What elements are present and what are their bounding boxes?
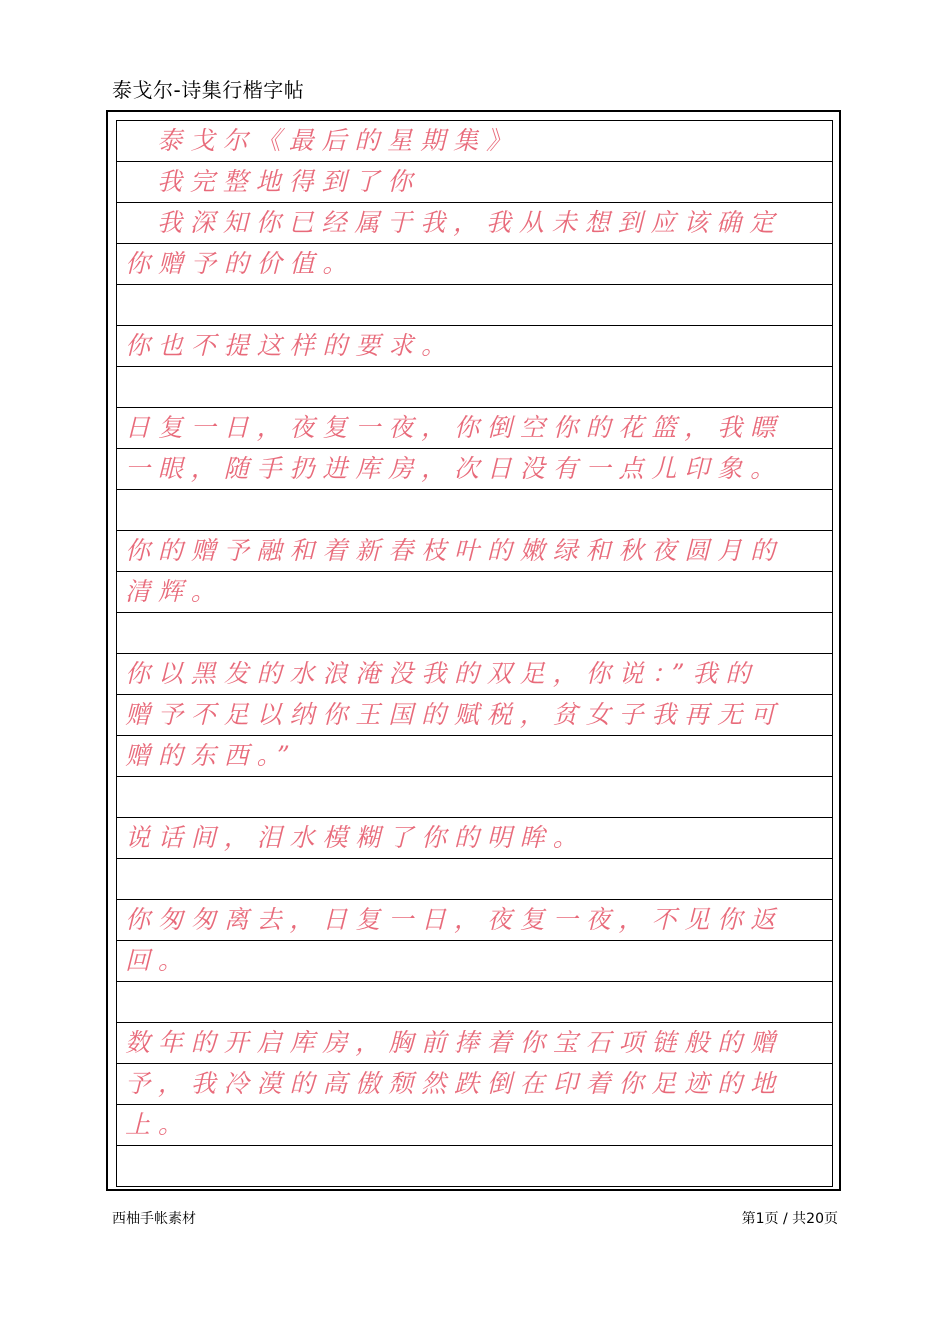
ruled-line xyxy=(117,818,832,859)
ruled-line xyxy=(117,326,832,367)
line-text: 你也不提这样的要求。 xyxy=(125,331,455,360)
line-text: 回。 xyxy=(125,946,191,975)
ruled-line xyxy=(117,736,832,777)
ruled-line xyxy=(117,859,832,900)
line-text: 你的赠予融和着新春枝叶的嫩绿和秋夜圆月的 xyxy=(125,536,784,565)
line-text: 你以黑发的水浪淹没我的双足，你说：”我的 xyxy=(125,659,759,688)
ruled-line xyxy=(117,572,832,613)
line-text: 说话间，泪水模糊了你的明眸。 xyxy=(125,823,586,852)
ruled-line xyxy=(117,613,832,654)
line-text: 日复一日，夜复一夜，你倒空你的花篮，我瞟 xyxy=(125,413,784,442)
line-text: 予，我冷漠的高傲颓然跌倒在印着你足迹的地 xyxy=(125,1069,784,1098)
ruled-line xyxy=(117,531,832,572)
line-text: 我完整地得到了你 xyxy=(157,167,421,196)
page-indicator: 第1页 / 共20页 xyxy=(741,1211,838,1227)
line-text: 一眼，随手扔进库房，次日没有一点儿印象。 xyxy=(125,454,784,483)
ruled-line xyxy=(117,941,832,982)
ruled-line xyxy=(117,203,832,244)
line-text: 上。 xyxy=(125,1110,191,1139)
ruled-line xyxy=(117,408,832,449)
ruled-line xyxy=(117,654,832,695)
ruled-line xyxy=(117,121,832,162)
line-text: 你赠予的价值。 xyxy=(125,249,356,278)
ruled-line xyxy=(117,695,832,736)
line-text: 赠的东西。” xyxy=(125,741,298,770)
footer-source: 西柚手帐素材 xyxy=(112,1211,196,1227)
ruled-line xyxy=(117,1105,832,1146)
line-text: 赠予不足以纳你王国的赋税，贫女子我再无可 xyxy=(125,700,784,729)
ruled-line xyxy=(117,982,832,1023)
line-text: 泰戈尔《最后的星期集》 xyxy=(157,126,519,155)
ruled-line xyxy=(117,367,832,408)
ruled-line xyxy=(117,900,832,941)
copybook-sheet xyxy=(106,110,841,1191)
line-text: 数年的开启库房，胸前捧着你宝石项链般的赠 xyxy=(125,1028,784,1057)
ruled-lines xyxy=(116,120,833,1187)
line-text: 清辉。 xyxy=(125,577,224,606)
ruled-line xyxy=(117,1064,832,1105)
ruled-line xyxy=(117,449,832,490)
ruled-line xyxy=(117,1023,832,1064)
line-text: 我深知你已经属于我，我从未想到应该确定 xyxy=(157,208,783,237)
document-title: 泰戈尔-诗集行楷字帖 xyxy=(112,78,305,102)
ruled-line xyxy=(117,1146,832,1187)
ruled-line xyxy=(117,244,832,285)
line-text: 你匆匆离去，日复一日，夜复一夜，不见你返 xyxy=(125,905,784,934)
ruled-line xyxy=(117,162,832,203)
ruled-line xyxy=(117,285,832,326)
ruled-line xyxy=(117,490,832,531)
ruled-line xyxy=(117,777,832,818)
